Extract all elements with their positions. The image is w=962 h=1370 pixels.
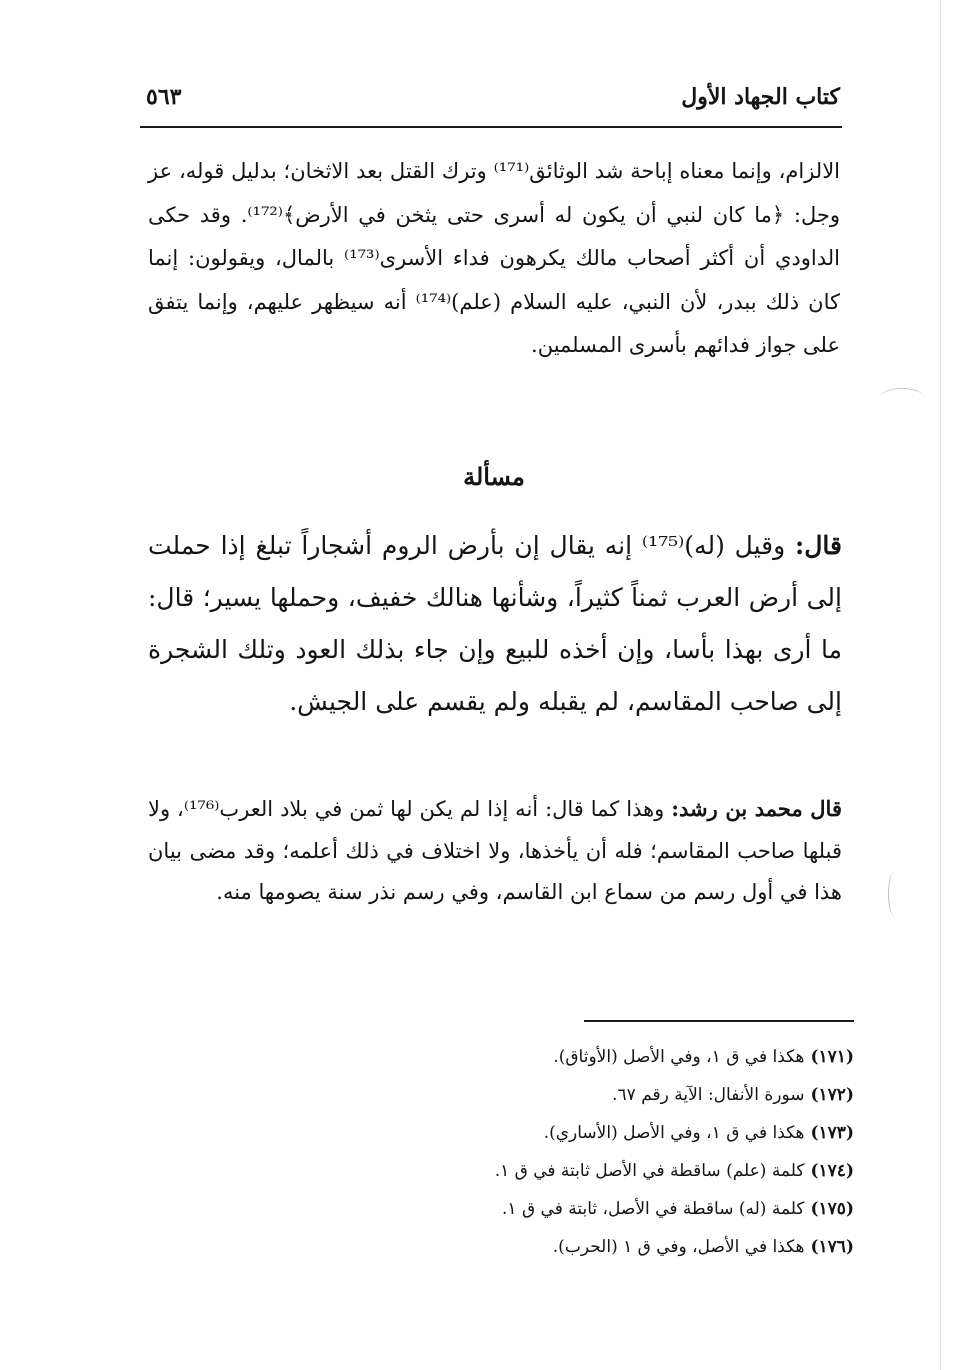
footnote-rule	[584, 1020, 854, 1022]
footnote-text: هكذا في ق ١، وفي الأصل (الأوثاق).	[553, 1047, 805, 1067]
running-header	[140, 84, 840, 124]
paragraph-1: الالزام، وإنما معناه إباحة شد الوثائق⁽¹⁷¹⁾ وترك القتل بعد الاثخان؛ بدليل قوله، عز وجل: ﴿ما كان لنبي أن يكون له أسرى حتى يثخن في الأرض﴾⁽¹⁷²⁾. وقد حكى الداودي أن أكثر أصحاب مالك يكرهون فداء الأسرى⁽¹⁷³⁾ بالمال، ويقولون: إنما كان ذلك ببدر، لأن النبي، عليه السلام (علم)⁽¹⁷⁴⁾ أنه سيظهر عليهم، وإنما يتفق على جواز فدائهم بأسرى المسلمين.	[148, 159, 841, 357]
page-edge-line	[940, 0, 941, 1370]
footnote-item	[300, 1076, 854, 1114]
footnote-item	[300, 1038, 854, 1076]
footnote-number: (١٧٢)	[810, 1085, 854, 1105]
footnote-text: هكذا في ق ١، وفي الأصل (الأساري).	[543, 1123, 805, 1143]
paragraph-2	[148, 520, 842, 728]
footnote-text: كلمة (له) ساقطة في الأصل، ثابتة في ق ١.	[502, 1199, 805, 1219]
footnote-number: (١٧٤)	[810, 1161, 854, 1181]
footnote-number: (١٧٦)	[810, 1237, 854, 1257]
paragraph-2-lead: قال:	[795, 531, 842, 560]
footnote-number: (١٧١)	[810, 1047, 854, 1067]
footnotes-list	[300, 1038, 854, 1266]
margin-mark	[888, 872, 901, 916]
footnote-text: هكذا في الأصل، وفي ق ١ (الحرب).	[552, 1237, 805, 1257]
paragraph-3	[148, 788, 842, 914]
page-number: ٥٦٣	[146, 84, 182, 110]
footnote-item	[300, 1152, 854, 1190]
footnote-item	[300, 1228, 854, 1266]
footnote-text: كلمة (علم) ساقطة في الأصل ثابتة في ق ١.	[494, 1161, 805, 1181]
header-rule	[140, 126, 842, 128]
paragraph-2-text: وقيل (له)⁽¹⁷⁵⁾ إنه يقال إن بأرض الروم أشجاراً تبلغ إذا حملت إلى أرض العرب ثمناً كثيراً، وشأنها هنالك خفيف، وحملها يسير؛ قال: ما أرى بهذا بأسا، وإن أخذه للبيع وإن جاء بذلك العود وتلك الشجرة إلى صاحب المقاسم، لم يقبله ولم يقسم على الجيش.	[148, 531, 842, 716]
paragraph-3-text: وهذا كما قال: أنه إذا لم يكن لها ثمن في بلاد العرب⁽¹⁷⁶⁾، ولا قبلها صاحب المقاسم؛ فله أن يأخذها، ولا اختلاف في ذلك أعلمه؛ وقد مضى بيان هذا في أول رسم من سماع ابن القاسم، وفي رسم نذر سنة يصومها منه.	[148, 797, 842, 904]
footnote-text: سورة الأنفال: الآية رقم ٦٧.	[612, 1085, 805, 1105]
section-title: مسألة	[463, 462, 525, 491]
footnote-item	[300, 1190, 854, 1228]
footnote-item	[300, 1114, 854, 1152]
paragraph-3-lead: قال محمد بن رشد:	[671, 796, 842, 821]
footnote-number: (١٧٥)	[810, 1199, 854, 1219]
margin-mark	[880, 388, 924, 407]
footnote-number: (١٧٣)	[810, 1123, 854, 1143]
header-title: كتاب الجهاد الأول	[681, 84, 840, 110]
